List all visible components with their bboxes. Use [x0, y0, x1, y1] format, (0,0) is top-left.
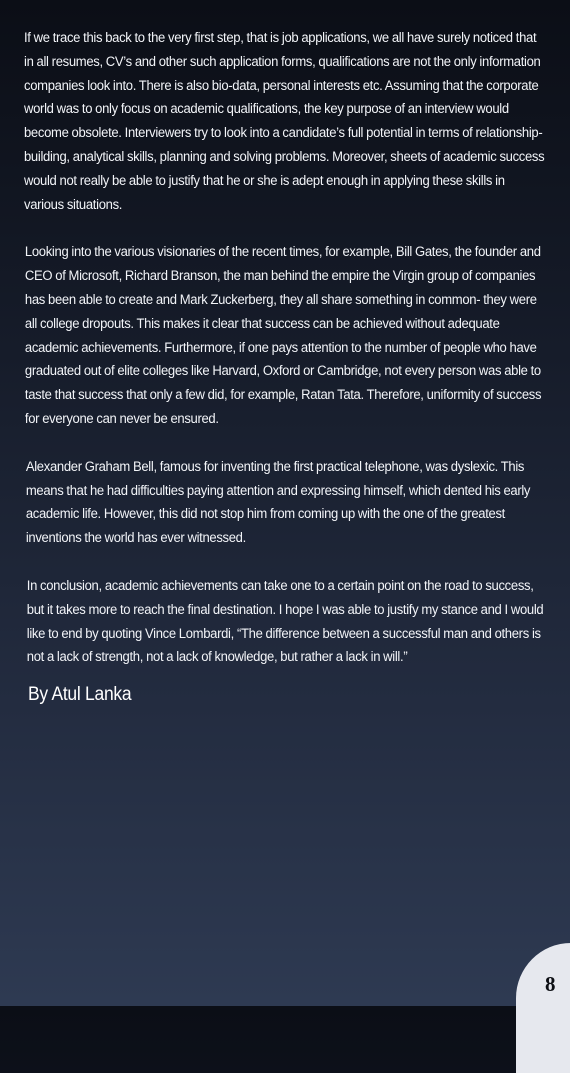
paragraph-visionaries: Looking into the various visionaries of the recent times, for example, Bill Gates, the founder and CEO of Microsoft, Richard Branson, the man behind the empire the Virgin group of companies has been able to create and Mark Zuckerberg, they all share something in common- they were all college dropouts. This makes it clear that success can be achieved without adequate academic achievements. Furthermore, if one pays attention to the number of people who have graduated out of elite colleges like Harvard, Oxford or Cambridge, not every person was able to taste that success that only a few did, for example, Ratan Tata. Therefore, uniformity of success for everyone can never be ensured. [24, 244, 542, 427]
paragraph-job-applications: If we trace this back to the very first step, that is job applications, we all have surely noticed that in all resumes, CV’s and other such application forms, qualifications are not the only information companies look into. There is also bio-data, personal interests etc. Assuming that the corporate world was to only focus on academic qualifications, the key purpose of an interview would become obsolete. Interviewers try to look into a candidate’s full potential in terms of relationship-building, analytical skills, planning and solving problems. Moreover, sheets of academic success would not really be able to justify that he or she is adept enough in applying these skills in various situations. [24, 30, 545, 213]
author-byline: By Atul Lanka [28, 684, 132, 705]
paragraph-conclusion: In conclusion, academic achievements can take one to a certain point on the road to success, but it takes more to reach the final destination. I hope I was able to justify my stance and I would like to end by quoting Vince Lombardi, “The difference between a successful man and others is not a lack of strength, not a lack of knowledge, but rather a lack in will.” [26, 577, 544, 666]
article-body [24, 27, 546, 694]
page-number: 8 [545, 972, 556, 996]
page-number-tab [516, 943, 570, 1073]
paragraph-graham-bell: Alexander Graham Bell, famous for inventing the first practical telephone, was dyslexic. This means that he had difficulties paying attention and expressing himself, which dented his early academic life. However, this did not stop him from coming up with the one of the greatest inventions the world has ever witnessed. [25, 458, 531, 547]
